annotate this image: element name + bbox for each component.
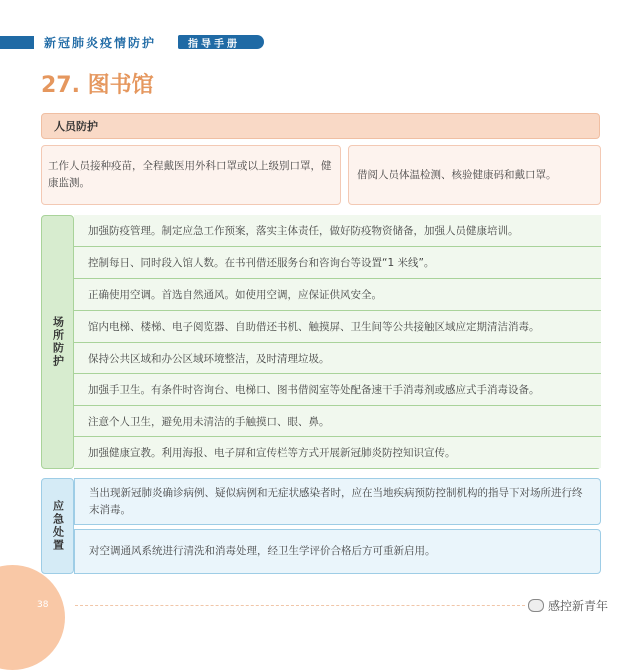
venue-item: 加强防疫管理。制定应急工作预案，落实主体责任，做好防疫物资储备，加强人员健康培训。: [74, 215, 601, 247]
footer-divider: [75, 605, 525, 606]
page-title: 27. 图书馆: [41, 73, 154, 98]
watermark: [528, 597, 608, 614]
venue-item: 保持公共区域和办公区域环境整洁，及时清理垃圾。: [74, 343, 601, 374]
personnel-heading: 人员防护: [41, 113, 600, 139]
header-accent-bar: [0, 36, 34, 49]
personnel-visitor-text: 借阅人员体温检测、核验健康码和戴口罩。: [348, 145, 601, 205]
wechat-icon: [528, 599, 544, 612]
header-badge: 指导手册: [178, 35, 264, 49]
footer-decoration: [0, 565, 65, 670]
venue-item: 控制每日、同时段入馆人数。在书刊借还服务台和咨询台等设置“1 米线”。: [74, 247, 601, 279]
personnel-staff-text: 工作人员接种疫苗，全程戴医用外科口罩或以上级别口罩，健康监测。: [41, 145, 341, 205]
venue-item: 加强手卫生。有条件时咨询台、电梯口、图书借阅室等处配备速干手消毒剂或感应式手消毒设备。: [74, 374, 601, 406]
page-number: 38: [37, 600, 49, 610]
watermark-text: 感控新青年: [548, 599, 609, 613]
venue-item: 加强健康宣教。利用海报、电子屏和宣传栏等方式开展新冠肺炎防控知识宣传。: [74, 437, 601, 468]
venue-item: 正确使用空调。首选自然通风。如使用空调，应保证供风安全。: [74, 279, 601, 311]
venue-label: 场所防护: [41, 215, 74, 469]
emergency-label: 应急处置: [41, 478, 74, 574]
emergency-item: 当出现新冠肺炎确诊病例、疑似病例和无症状感染者时，应在当地疾病预防控制机构的指导下对场所进行终末消毒。: [74, 478, 601, 525]
emergency-item: 对空调通风系统进行清洗和消毒处理，经卫生学评价合格后方可重新启用。: [74, 529, 601, 574]
venue-item: 馆内电梯、楼梯、电子阅览器、自助借还书机、触摸屏、卫生间等公共接触区域应定期清洁消毒。: [74, 311, 601, 343]
header-title: 新冠肺炎疫情防护: [44, 36, 157, 50]
venue-item: 注意个人卫生，避免用未清洁的手触摸口、眼、鼻。: [74, 406, 601, 437]
